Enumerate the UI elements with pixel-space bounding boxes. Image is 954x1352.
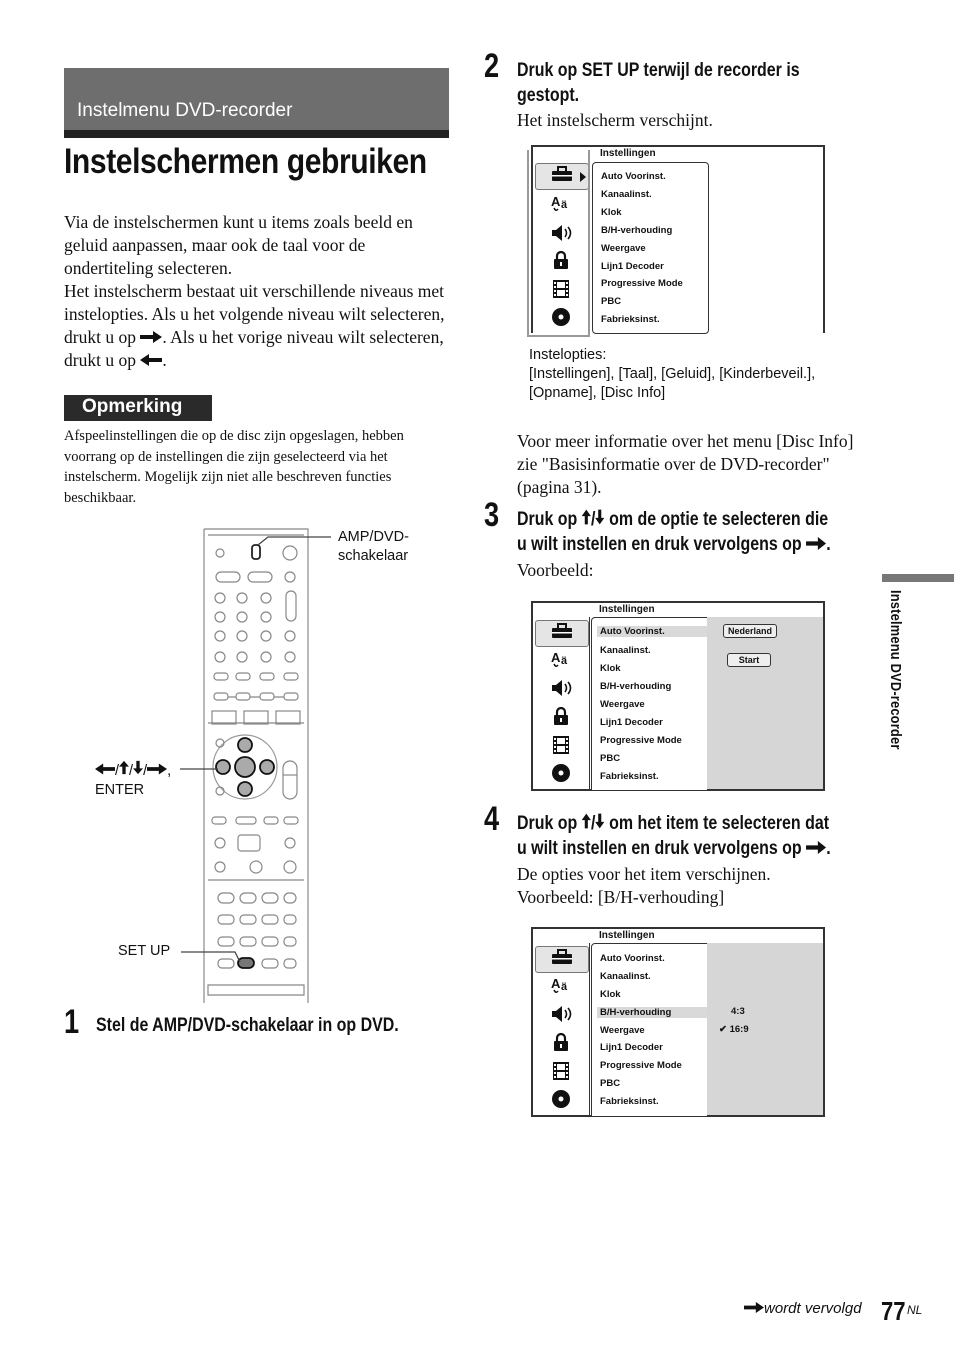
menu-item[interactable]: Klok <box>600 989 621 1000</box>
toolbox-icon <box>551 949 573 965</box>
checkmark-icon: ✔ <box>719 1024 727 1035</box>
tab-disc-info[interactable] <box>535 763 587 788</box>
arrow-down-icon <box>595 509 604 525</box>
svg-text:ä: ä <box>561 199 568 211</box>
option-start-button[interactable]: Start <box>727 653 771 667</box>
arrow-enter-label: / / / , ENTER <box>95 760 171 800</box>
menu-item[interactable]: Klok <box>601 207 622 218</box>
step-2-number: 2 <box>484 47 500 85</box>
menu-item[interactable]: PBC <box>600 1078 621 1089</box>
screen-title: Instellingen <box>600 148 656 159</box>
screen-title: Instellingen <box>599 930 655 941</box>
menu-item[interactable]: Klok <box>600 663 621 674</box>
film-icon-wrapper <box>551 1061 571 1086</box>
page-number: 77 <box>881 1296 906 1326</box>
tab-disc-info[interactable] <box>535 1089 587 1114</box>
tab-geluid[interactable] <box>535 1004 587 1029</box>
instelopties-text: Instelopties: [Instellingen], [Taal], [Geluid], [Kinderbeveil.], [Opname], [Disc Info] <box>529 347 816 401</box>
arrow-right-icon <box>744 1302 764 1313</box>
tab-kinderbeveil[interactable] <box>535 1032 587 1057</box>
screen-title: Instellingen <box>599 604 655 615</box>
page-title: Instelschermen gebruiken <box>64 142 427 181</box>
disc-icon <box>551 1089 571 1109</box>
arrow-right-icon <box>806 537 826 550</box>
tab-kinderbeveil[interactable] <box>535 706 587 731</box>
step-2-body: Het instelscherm verschijnt. <box>517 110 713 130</box>
step-4-body: De opties voor het item verschijnen. Voorbeeld: [B/H-verhouding] <box>517 864 771 907</box>
intro-paragraph-2: Het instelscherm bestaat uit verschillende niveaus met instelopties. Als u het volgende niveau wilt selecteren, drukt u op . Als u het vorige niveau wilt selecteren, drukt u op . <box>64 281 445 370</box>
tab-taal[interactable] <box>535 975 587 1000</box>
section-header-text: Instelmenu DVD-recorder <box>77 100 293 121</box>
menu-item[interactable]: PBC <box>600 753 621 764</box>
lock-icon-wrapper <box>552 706 570 731</box>
menu-list <box>592 162 709 334</box>
language-icon-wrapper <box>550 975 572 1000</box>
side-label: Instelmenu DVD-recorder <box>887 590 904 750</box>
tab-instellingen[interactable] <box>535 946 589 973</box>
disc-icon-wrapper <box>551 763 571 788</box>
menu-item[interactable]: Progressive Mode <box>601 278 683 289</box>
lock-icon <box>552 706 570 726</box>
lock-icon <box>552 1032 570 1052</box>
step-3-body: Voorbeeld: <box>517 560 594 580</box>
toolbox-icon-wrapper <box>551 949 573 970</box>
menu-item[interactable]: Lijn1 Decoder <box>601 261 664 272</box>
menu-item[interactable]: Fabrieksinst. <box>600 1096 659 1107</box>
toolbox-icon <box>551 623 573 639</box>
arrow-keys-label: / / / , <box>95 760 171 781</box>
speaker-icon-wrapper <box>550 1005 572 1028</box>
arrow-up-icon <box>119 760 129 775</box>
step-4-heading: Druk op / om het item te selecteren dat u wilt instellen en druk vervolgens op . <box>517 813 831 859</box>
svg-text:A: A <box>551 976 561 991</box>
tab-taal[interactable] <box>535 649 587 674</box>
menu-item-selected[interactable]: Auto Voorinst. <box>597 626 707 637</box>
note-heading: Opmerking <box>64 395 212 421</box>
menu-item[interactable]: Auto Voorinst. <box>600 953 665 964</box>
menu-item-selected[interactable]: B/H-verhouding <box>597 1007 707 1018</box>
menu-item[interactable]: Weergave <box>601 243 646 254</box>
menu-item[interactable]: Lijn1 Decoder <box>600 1042 663 1053</box>
step-1-heading: Stel de AMP/DVD-schakelaar in op DVD. <box>96 1015 399 1036</box>
menu-item[interactable]: Weergave <box>600 699 645 710</box>
arrow-up-icon <box>582 509 591 525</box>
options-panel <box>707 617 823 789</box>
arrow-down-icon <box>133 760 143 775</box>
step-3-heading: Druk op / om de optie te selecteren die u wilt instellen en druk vervolgens op . <box>517 509 831 555</box>
svg-text:A: A <box>551 650 561 665</box>
arrow-left-icon <box>95 763 115 775</box>
step-2-heading: Druk op SET UP terwijl de recorder is gestopt. <box>517 60 800 106</box>
menu-item[interactable]: PBC <box>601 296 622 307</box>
menu-item[interactable]: Kanaalinst. <box>600 645 651 656</box>
continued-text: wordt vervolgd <box>744 1300 862 1317</box>
arrow-down-icon <box>595 813 604 829</box>
menu-item[interactable]: Auto Voorinst. <box>601 171 666 182</box>
page-language: NL <box>907 1303 923 1317</box>
menu-item[interactable]: Progressive Mode <box>600 735 682 746</box>
step-4-number: 4 <box>484 800 500 838</box>
speaker-icon-wrapper <box>550 679 572 702</box>
option-4-3[interactable]: 4:3 <box>731 1006 745 1017</box>
step-3-number: 3 <box>484 496 500 534</box>
more-info-text: Voor meer informatie over het menu [Disc Info] zie "Basisinformatie over de DVD-recorder" (pagina 31). <box>517 431 854 497</box>
svg-text:ä: ä <box>561 981 568 993</box>
lock-icon-wrapper <box>552 1032 570 1057</box>
tab-opname[interactable] <box>535 735 587 760</box>
note-text: Afspeelinstellingen die op de disc zijn opgeslagen, hebben voorrang op de instellingen die zijn geselecteerd via het instelscherm. Mogelijk zijn niet alle beschreven functies beschikbaar. <box>64 428 404 506</box>
speaker-icon <box>550 1005 572 1023</box>
setup-screen-3 <box>531 927 825 1117</box>
film-icon <box>551 735 571 755</box>
menu-item[interactable]: Progressive Mode <box>600 1060 682 1071</box>
intro-paragraph-1: Via de instelschermen kunt u items zoals beeld en geluid aanpassen, maar ook de taal voor de ondertiteling selecteren. <box>64 212 413 278</box>
svg-text:A: A <box>551 194 561 209</box>
menu-item[interactable]: B/H-verhouding <box>600 681 672 692</box>
arrow-right-icon <box>806 841 826 854</box>
side-tab <box>882 574 954 582</box>
menu-item[interactable]: Weergave <box>600 1025 645 1036</box>
language-icon-wrapper <box>550 649 572 674</box>
menu-item[interactable]: Lijn1 Decoder <box>600 717 663 728</box>
language-icon <box>550 649 572 669</box>
arrow-up-icon <box>582 813 591 829</box>
disc-icon-wrapper <box>551 1089 571 1114</box>
language-icon <box>550 975 572 995</box>
speaker-icon <box>550 679 572 697</box>
option-nederland[interactable]: Nederland <box>723 624 777 638</box>
setup-label: SET UP <box>118 943 171 959</box>
tab-bracket <box>525 150 595 340</box>
setup-screen-2 <box>531 601 825 791</box>
menu-item[interactable]: Kanaalinst. <box>600 971 651 982</box>
amp-dvd-label: AMP/DVD- schakelaar <box>338 529 409 564</box>
menu-list <box>591 617 708 790</box>
menu-item[interactable]: B/H-verhouding <box>601 225 673 236</box>
step-1-number: 1 <box>64 1003 80 1041</box>
menu-item[interactable]: Fabrieksinst. <box>601 314 660 325</box>
arrow-right-icon <box>147 763 167 775</box>
disc-icon <box>551 763 571 783</box>
option-16-9-checked[interactable]: ✔ 16:9 <box>719 1024 749 1035</box>
svg-text:ä: ä <box>561 655 568 667</box>
menu-list <box>591 943 708 1116</box>
menu-item[interactable]: Kanaalinst. <box>601 189 652 200</box>
film-icon <box>551 1061 571 1081</box>
toolbox-icon-wrapper <box>551 623 573 644</box>
tab-instellingen[interactable] <box>535 620 589 647</box>
tab-opname[interactable] <box>535 1061 587 1086</box>
tab-geluid[interactable] <box>535 678 587 703</box>
menu-item[interactable]: Fabrieksinst. <box>600 771 659 782</box>
film-icon-wrapper <box>551 735 571 760</box>
